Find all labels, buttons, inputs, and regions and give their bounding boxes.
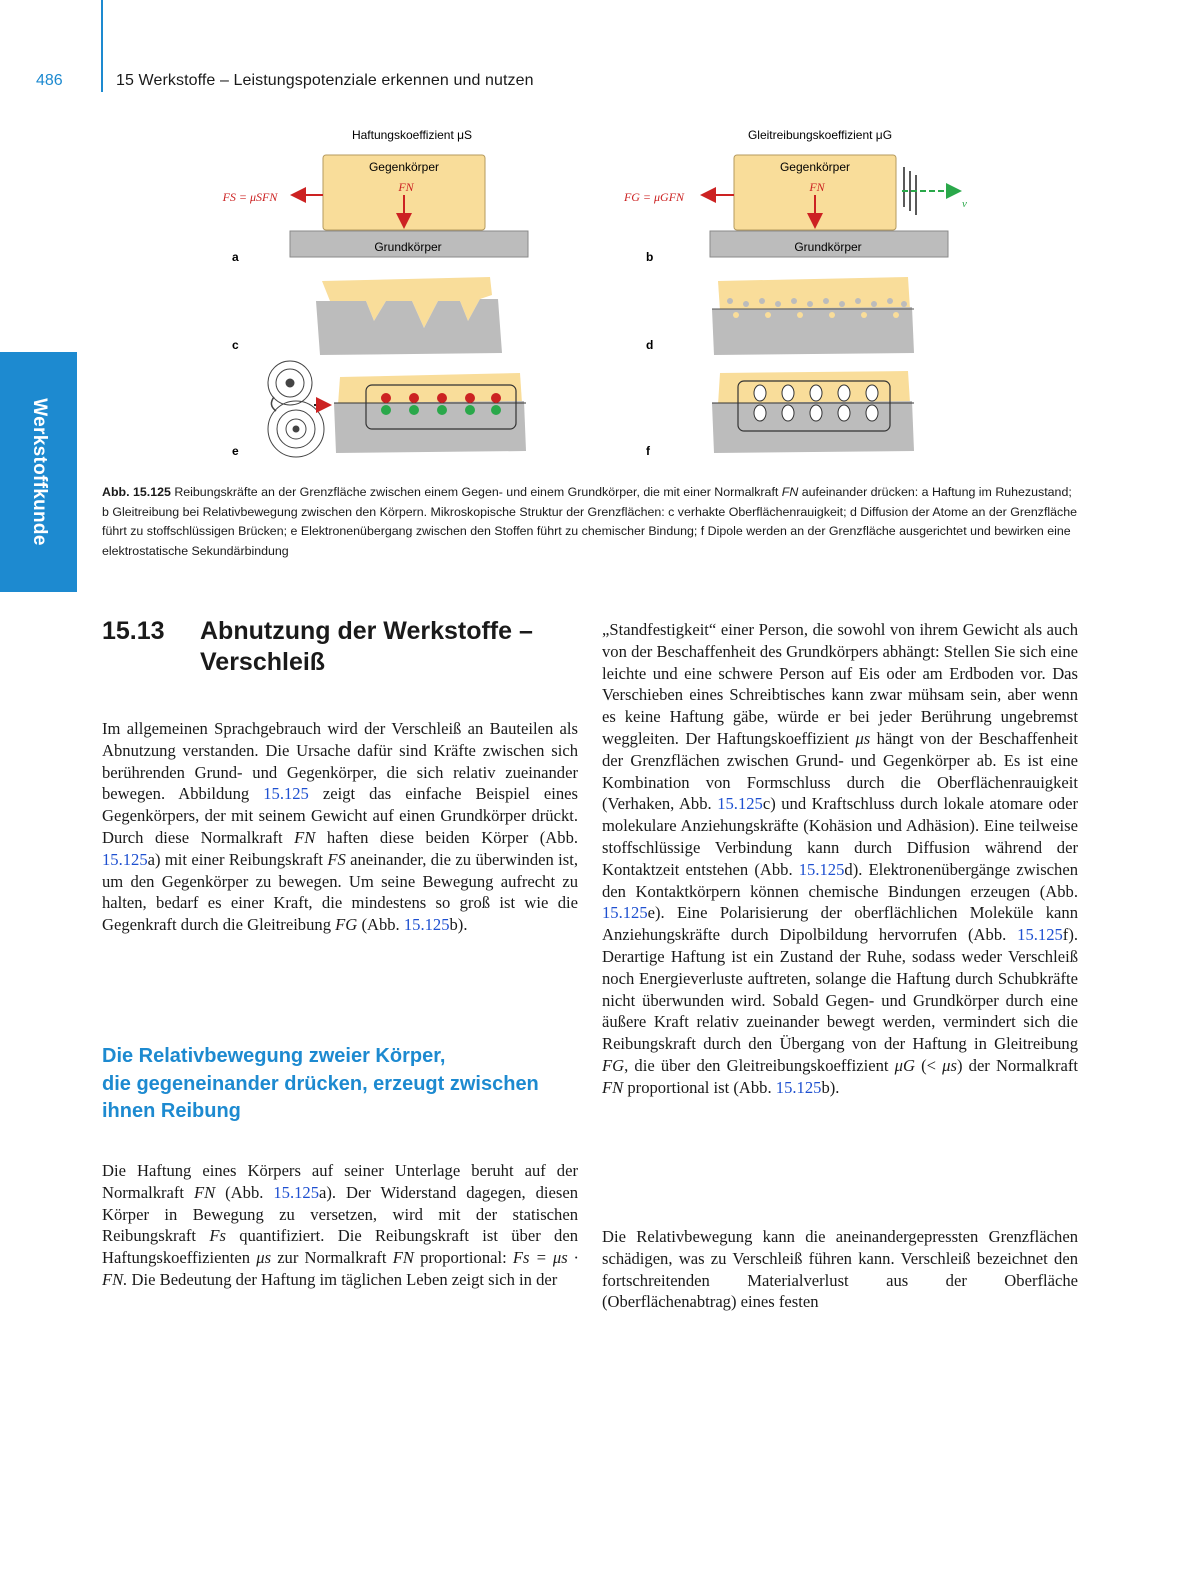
side-tab-label: Werkstoffkunde xyxy=(28,398,50,546)
subheading-line2: die gegeneinander drücken, erzeugt zwischen xyxy=(102,1072,539,1095)
side-tab xyxy=(0,352,77,592)
panel-label-a: a xyxy=(232,250,239,264)
header-rule xyxy=(101,0,103,92)
caption-label: Abb. 15.125 xyxy=(102,485,171,499)
figure-ref[interactable]: 15.125 xyxy=(102,849,148,869)
figure-title-a: Haftungskoeffizient μS xyxy=(351,128,473,142)
panel-label-c: c xyxy=(232,338,239,352)
figure-ref[interactable]: 15.125 xyxy=(798,859,845,879)
figure-ref[interactable]: 15.125 xyxy=(403,915,450,935)
subheading-line3: ihnen Reibung xyxy=(102,1100,241,1122)
subheading xyxy=(102,1043,582,1126)
upper-body-label-a: Gegenkörper xyxy=(368,160,440,174)
caption-symbol-fn: FN xyxy=(781,485,799,499)
formula: Fs = μs · FN. xyxy=(102,1248,579,1289)
normal-force-label-b: FN xyxy=(809,180,825,194)
velocity-label: v xyxy=(962,198,967,210)
col1-paragraph-2: Die Haftung eines Körpers auf seiner Unterlage beruht auf der Normalkraft FN (Abb. 15.125a). Der Widerstand dagegen, diesen Körper in Bewegung zu versetzen, wird mit der statischen Reibungskraft Fs quantifiziert. Die Reibungskraft ist über den Haftungskoeffizienten μs zur Normalkraft FN proportional: Fs = μs · FN. Die Bedeutung der Haftung im täglichen Leben zeigt sich in der xyxy=(102,1161,579,1289)
figure-ref[interactable]: 15.125 xyxy=(273,1182,319,1202)
figure-ref[interactable]: 15.125 xyxy=(263,784,309,804)
grey-surface-d xyxy=(712,307,914,355)
caption-text-2: aufeinander drücken: a Haftung im Ruhezustand; b Gleitreibung bei Relativbewegung zwischen den Körpern. Mikroskopische Struktur der Grenzflächen: c verhakte Oberflächenrauigkeit; d Diffusion der Atome an der Grenzfläche führt zu stoffschlüssigen Brücken; e Elektronenübergang zwischen den Stoffen führt zu chemischer Bindung; f Dipole werden an der Grenzfläche ausgerichtet und bewirken eine elektrostatische Sekundärbindung xyxy=(102,485,1078,558)
normal-force-label-a: FN xyxy=(398,180,414,194)
figure-title-b: Gleitreibungskoeffizient μG xyxy=(747,128,893,142)
running-header: 15 Werkstoffe – Leistungspotenziale erkennen und nutzen xyxy=(116,72,534,89)
friction-label-a: FS = μSFN xyxy=(222,190,278,204)
caption-text-1: Reibungskräfte an der Grenzfläche zwischen einem Gegen- und einem Grundkörper, die mit einer Normalkraft xyxy=(174,485,779,499)
panel-label-b: b xyxy=(646,250,654,264)
section-number: 15.13 xyxy=(102,617,165,645)
subheading-line1: Die Relativbewegung zweier Körper, xyxy=(102,1045,446,1067)
col2-paragraph-1: „Standfestigkeit“ einer Person, die sowohl von ihrem Gewicht als auch von der Beschaffenheit des Grundkörpers abhängt: Stellen Sie sich eine leichte und eine schwere Person auf Eis oder am Erdboden vor. Das Verschieben eines Schreibtisches kann zwar mühsam sein, aber wenn es keine Haftung gäbe, würde er bei jeder Berührung ungebremst weggleiten. Der Haftungskoeffizient μs hängt von der Beschaffenheit der Grenzflächen zwischen Grund- und Gegenkörper ab. Es ist eine Kombination von Formschluss durch die Oberflächenrauigkeit (Verhaken, Abb. 15.125c) und Kraftschluss durch lokale atomare oder molekulare Anziehungskräfte (Kohäsion und Adhäsion). Eine teilweise stoffschlüssige Verbindung kann durch Diffusion während der Kontaktzeit entstehen (Abb. 15.125d). Elektronenübergänge zwischen den Kontaktkörpern können chemische Bindungen erzeugen (Abb. 15.125e). Eine Polarisierung der oberflächlichen Moleküle kann Anziehungskräfte durch Dipolbildung hervorrufen (Abb. 15.125f). Derartige Haftung ist ein Zustand der Ruhe, sodass weder Verschleiß noch Energieverluste auftreten, solange die Haftung durch Schubkräfte nicht überwunden wird. Sobald Gegen- und Grundkörper durch eine äußere Kraft relativ zueinander bewegt werden, vermindert sich die Reibungskraft durch den Übergang von der Haftung in Gleitreibung FG, die über den Gleitreibungskoeffizient μG (< μs) der Normalkraft FN proportional ist (Abb. 15.125b). xyxy=(602,620,1078,1097)
atom-model xyxy=(268,361,324,457)
friction-label-b: FG = μGFN xyxy=(623,190,685,204)
panel-label-f: f xyxy=(646,444,650,458)
figure-ref[interactable]: 15.125 xyxy=(602,903,648,923)
lower-body-label-b: Grundkörper xyxy=(794,240,862,254)
figure-caption xyxy=(102,483,1080,561)
panel-label-d: d xyxy=(646,338,654,352)
lower-body-label-a: Grundkörper xyxy=(374,240,442,254)
col1-paragraph-1: Im allgemeinen Sprachgebrauch wird der Verschleiß an Bauteilen als Abnutzung verstanden. Die Ursache dafür sind Kräfte zwischen sich berührenden Grund- und Gegenkörper, die sich relativ zueinander bewegen. Abbildung 15.125 zeigt das einfache Beispiel eines Gegenkörpers, der mit seinem Gewicht auf einen Grundkörper drückt. Durch diese Normalkraft FN haften diese beiden Körper (Abb. 15.125a) mit einer Reibungskraft FS aneinander, die zu überwinden ist, um den Gegenkörper zu bewegen. Um seine Bewegung aufrecht zu halten, bedarf es einer Kraft, die mindestens so groß ist wie die Gegenkraft durch die Gleitreibung FG (Abb. 15.125b). xyxy=(102,719,579,935)
panel-label-e: e xyxy=(232,444,239,458)
figure-15-125 xyxy=(190,115,990,465)
section-heading xyxy=(102,616,533,678)
figure-ref[interactable]: 15.125 xyxy=(1017,925,1063,945)
section-title-line2: Verschleiß xyxy=(200,648,326,676)
upper-body-label-b: Gegenkörper xyxy=(779,160,851,174)
col2-paragraph-2: Die Relativbewegung kann die aneinandergepressten Grenzflächen schädigen, was zu Verschleiß führen kann. Verschleiß bezeichnet den fortschreitenden Materialverlust aus der Oberfläche (Oberflächenabtrag) eines festen xyxy=(602,1227,1078,1312)
figure-ref[interactable]: 15.125 xyxy=(775,1077,822,1097)
figure-ref[interactable]: 15.125 xyxy=(717,794,763,814)
section-title-line1: Abnutzung der Werkstoffe – xyxy=(200,617,533,645)
page-number: 486 xyxy=(36,72,63,89)
